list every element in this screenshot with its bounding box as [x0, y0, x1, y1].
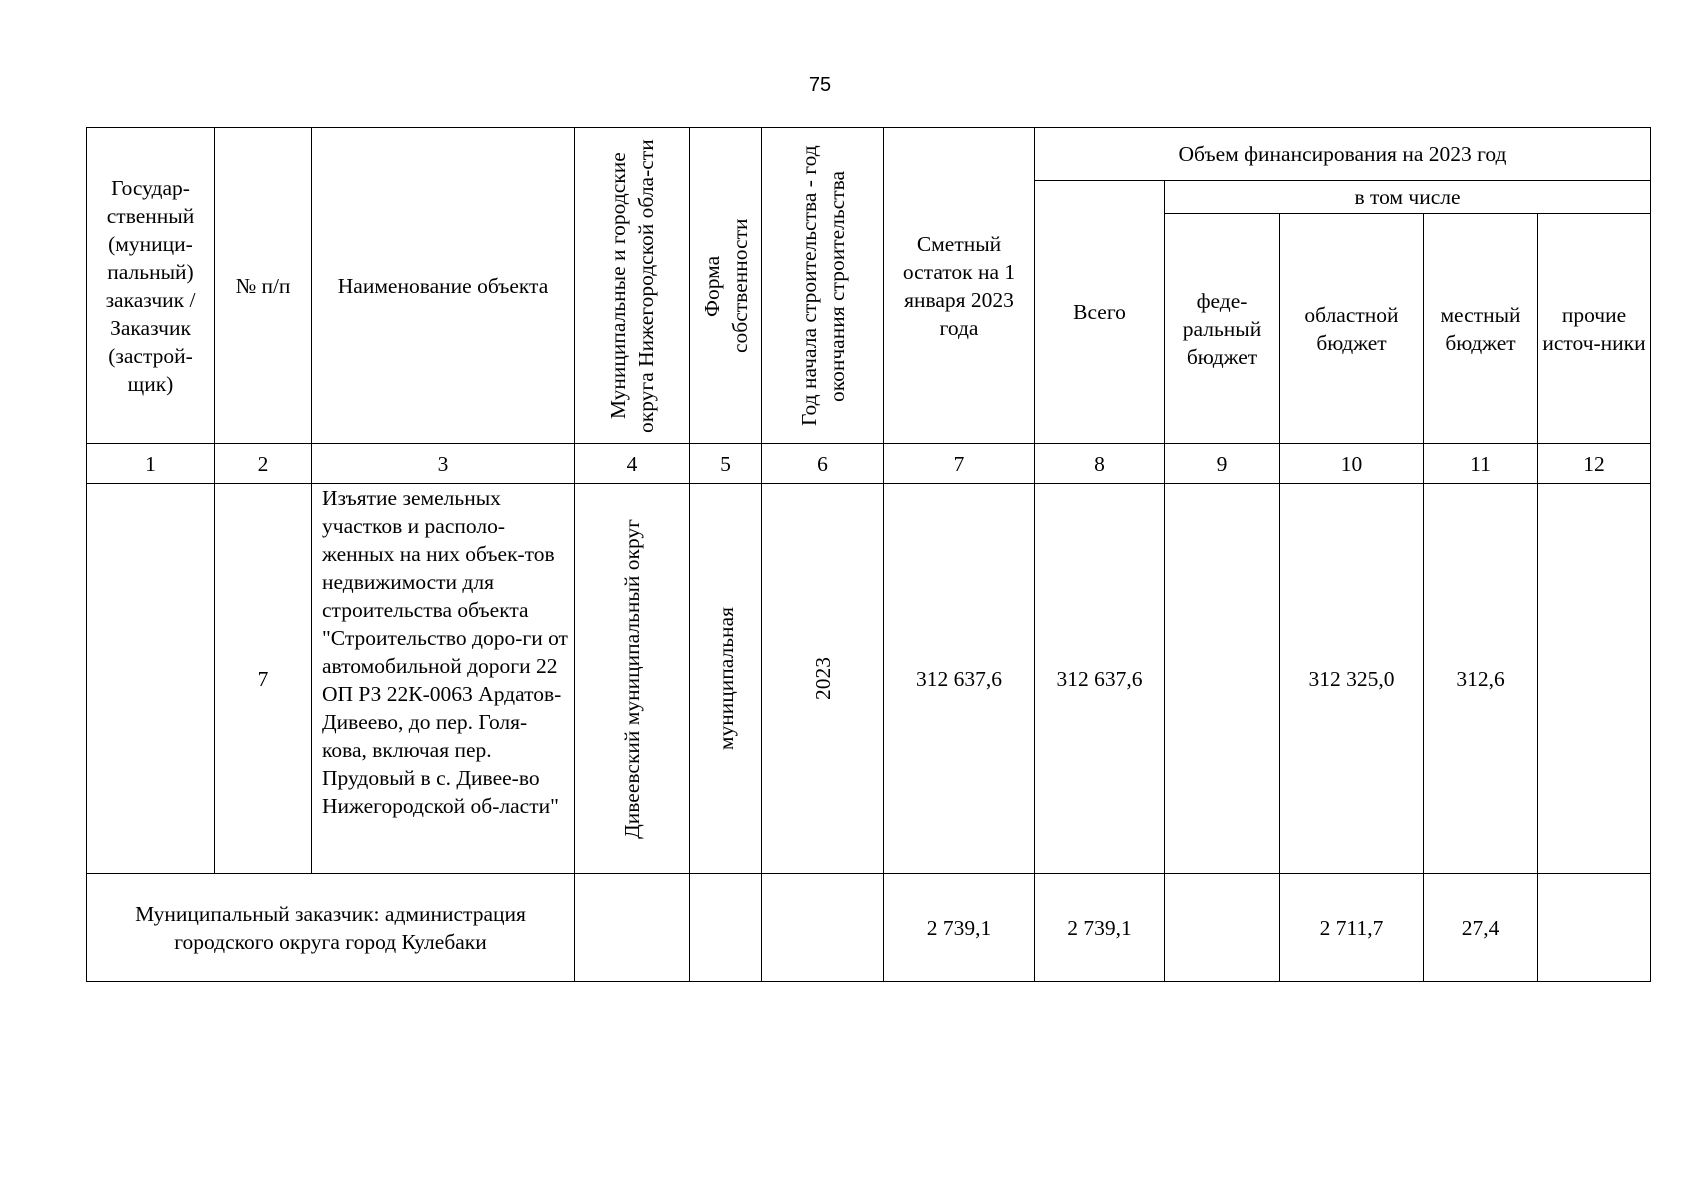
col-number: 9 — [1165, 444, 1280, 484]
cell-no: 7 — [215, 484, 312, 874]
col-number: 3 — [312, 444, 575, 484]
header-balance: Сметный остаток на 1 января 2023 года — [884, 128, 1035, 444]
header-row-top — [87, 128, 1651, 181]
col-number: 1 — [87, 444, 215, 484]
col-number: 8 — [1035, 444, 1165, 484]
header-federal: феде-ральный бюджет — [1165, 214, 1280, 444]
cell-ownership: муниципальная — [690, 484, 762, 874]
header-no: № п/п — [215, 128, 312, 444]
table-row — [87, 484, 1651, 874]
subtotal-federal — [1165, 874, 1280, 982]
subtotal-empty — [575, 874, 690, 982]
cell-district: Дивеевский муниципальный округ — [575, 484, 690, 874]
column-number-row — [87, 444, 1651, 484]
header-customer: Государ-ственный (муници-пальный) заказчик / Заказчик (застрой-щик) — [87, 128, 215, 444]
subtotal-balance: 2 739,1 — [884, 874, 1035, 982]
financing-table — [86, 127, 1651, 982]
page-number: 75 — [808, 74, 832, 96]
cell-object-name: Изъятие земельных участков и располо-женных на них объек-тов недвижимости для строительства объекта "Строительство доро-ги от автомобильной дороги 22 ОП РЗ 22К-0063 Ардатов-Дивеево, до пер. Голя-кова, включая пер. Прудовый в с. Дивее-во Нижегородской об-ласти" — [312, 484, 575, 874]
cell-federal — [1165, 484, 1280, 874]
subtotal-regional: 2 711,7 — [1280, 874, 1424, 982]
header-funding-group: Объем финансирования на 2023 год — [1035, 128, 1651, 181]
subtotal-row — [87, 874, 1651, 982]
cell-other — [1538, 484, 1651, 874]
subtotal-label: Муниципальный заказчик: администрация городского округа город Кулебаки — [87, 874, 575, 982]
cell-customer — [87, 484, 215, 874]
header-total: Всего — [1035, 181, 1165, 444]
col-number: 6 — [762, 444, 884, 484]
col-number: 2 — [215, 444, 312, 484]
subtotal-empty — [690, 874, 762, 982]
header-regional: областной бюджет — [1280, 214, 1424, 444]
subtotal-empty — [762, 874, 884, 982]
header-ownership: Форма собственности — [690, 128, 762, 444]
header-other: прочие источ-ники — [1538, 214, 1651, 444]
col-number: 11 — [1424, 444, 1538, 484]
header-districts: Муниципальные и городские округа Нижегородской обла-сти — [575, 128, 690, 444]
cell-local: 312,6 — [1424, 484, 1538, 874]
col-number: 4 — [575, 444, 690, 484]
subtotal-other — [1538, 874, 1651, 982]
cell-total: 312 637,6 — [1035, 484, 1165, 874]
col-number: 12 — [1538, 444, 1651, 484]
header-years: Год начала строительства - год окончания строительства — [762, 128, 884, 444]
header-including: в том числе — [1165, 181, 1651, 214]
subtotal-total: 2 739,1 — [1035, 874, 1165, 982]
subtotal-local: 27,4 — [1424, 874, 1538, 982]
col-number: 7 — [884, 444, 1035, 484]
header-name: Наименование объекта — [312, 128, 575, 444]
col-number: 5 — [690, 444, 762, 484]
cell-balance: 312 637,6 — [884, 484, 1035, 874]
cell-year: 2023 — [762, 484, 884, 874]
cell-regional: 312 325,0 — [1280, 484, 1424, 874]
col-number: 10 — [1280, 444, 1424, 484]
header-local: местный бюджет — [1424, 214, 1538, 444]
